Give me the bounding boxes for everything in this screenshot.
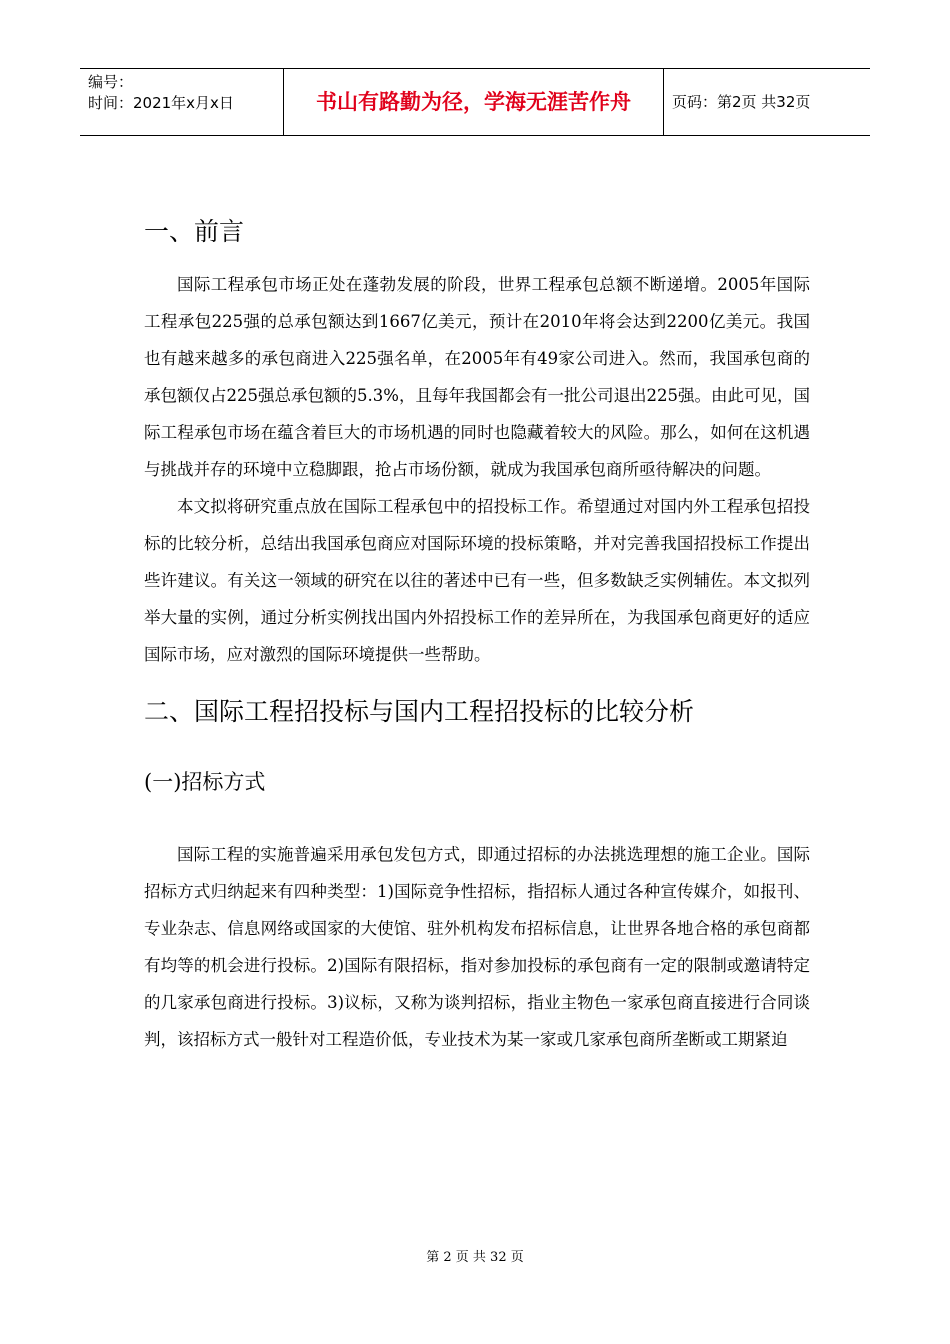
header-time-label: 时间：2021年x月x日 (88, 94, 234, 112)
document-body (144, 210, 810, 1058)
section-1-paragraph-2: 本文拟将研究重点放在国际工程承包中的招投标工作。希望通过对国内外工程承包招投标的比较分析，总结出我国承包商应对国际环境的投标策略，并对完善我国招投标工作提出些许建议。有关这一领域的研究在以往的著述中已有一些，但多数缺乏实例辅佐。本文拟列举大量的实例，通过分析实例找出国内外招投标工作的差异所在，为我国承包商更好的适应国际市场，应对激烈的国际环境提供一些帮助。 (144, 497, 810, 664)
page-header (80, 68, 870, 136)
section-1-paragraph-1: 国际工程承包市场正处在蓬勃发展的阶段，世界工程承包总额不断递增。2005年国际工程承包225强的总承包额达到1667亿美元，预计在2010年将会达到2200亿美元。我国也有越来越多的承包商进入225强名单，在2005年有49家公司进入。然而，我国承包商的承包额仅占225强总承包额的5.3%，且每年我国都会有一批公司退出225强。由此可见，国际工程承包市场在蕴含着巨大的市场机遇的同时也隐藏着较大的风险。那么，如何在这机遇与挑战并存的环境中立稳脚跟，抢占市场份额，就成为我国承包商所亟待解决的问题。 (144, 275, 810, 479)
section-1-title: 一、前言 (144, 217, 245, 246)
header-page-info: 页码：第2页 共32页 (672, 93, 811, 111)
section-2-paragraph-1: 国际工程的实施普遍采用承包发包方式，即通过招标的办法挑选理想的施工企业。国际招标方式归纳起来有四种类型：1)国际竞争性招标，指招标人通过各种宣传媒介，如报刊、专业杂志、信息网络或国家的大使馆、驻外机构发布招标信息，让世界各地合格的承包商都有均等的机会进行投标。2)国际有限招标，指对参加投标的承包商有一定的限制或邀请特定的几家承包商进行投标。3)议标，又称为谈判招标，指业主物色一家承包商直接进行合同谈判，该招标方式一般针对工程造价低，专业技术为某一家或几家承包商所垄断或工期紧迫 (144, 845, 810, 1049)
header-number-label: 编号： (88, 73, 134, 91)
section-2-subtitle-1: (一)招标方式 (144, 770, 266, 794)
header-meta (80, 69, 283, 135)
header-motto: 书山有路勤为径，学海无涯苦作舟 (283, 69, 664, 135)
page-footer: 第 2 页 共 32 页 (426, 1250, 524, 1265)
section-2-title: 二、国际工程招投标与国内工程招投标的比较分析 (144, 697, 695, 726)
